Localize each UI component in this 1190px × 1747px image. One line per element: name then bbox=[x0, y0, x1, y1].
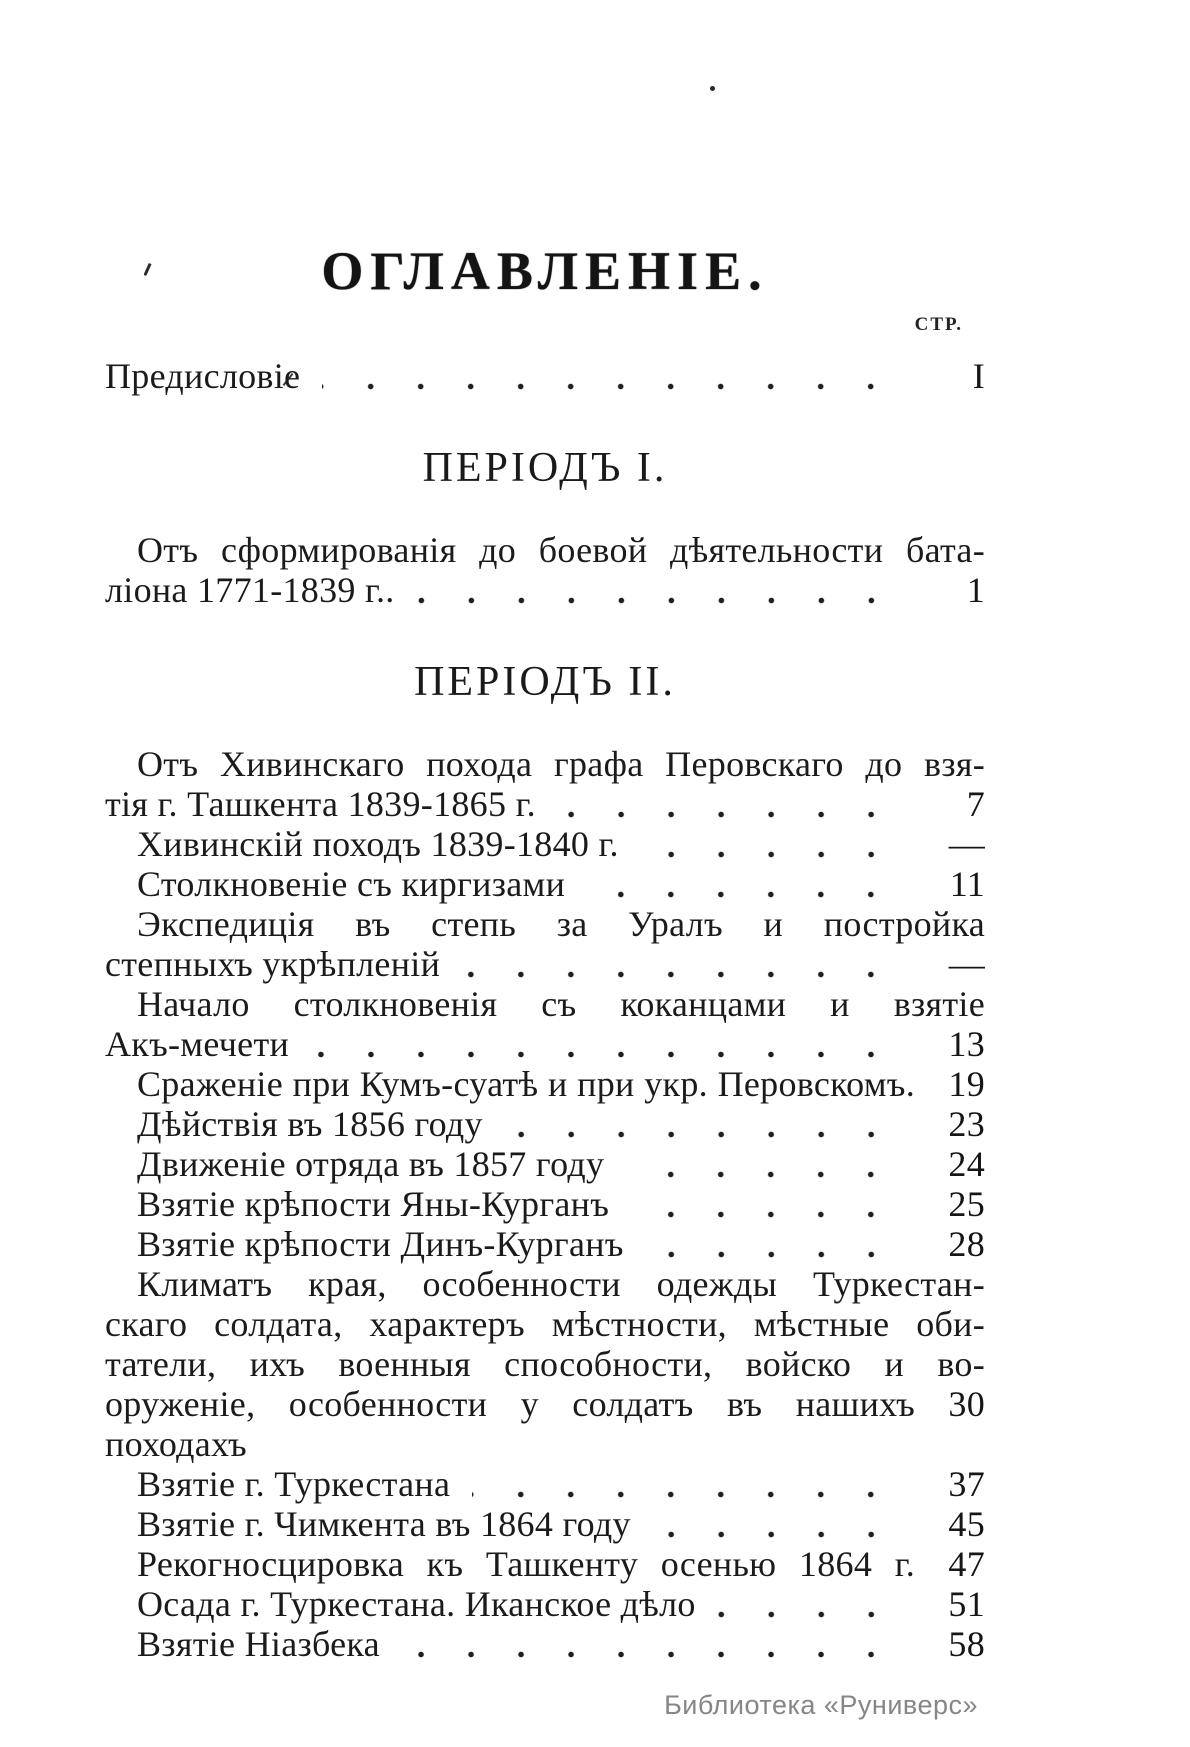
page-number: 19 bbox=[948, 1064, 985, 1105]
dot-leader bbox=[626, 1170, 917, 1179]
toc-entry-text: Хивинскій походъ 1839-1840 г. bbox=[137, 824, 619, 865]
toc-entry-text: Климатъ края, особенности одежды Туркестан- bbox=[137, 1264, 985, 1305]
period-heading: ПЕРІОДЪ II. bbox=[414, 659, 676, 706]
page-number: I bbox=[972, 356, 985, 396]
toc-entry bbox=[105, 1184, 985, 1224]
toc-entry-text: Отъ сформированія до боевой дѣятельности бата- bbox=[137, 530, 985, 571]
page-number: — bbox=[948, 944, 985, 985]
library-watermark: Библиотека «Руниверс» bbox=[664, 1690, 978, 1720]
page-number: 11 bbox=[949, 864, 985, 905]
period-heading: ПЕРІОДЪ I. bbox=[422, 445, 668, 491]
toc-entry bbox=[105, 1144, 985, 1184]
toc-entry-text: Рекогносцировка къ Ташкенту осенью 1864 г. bbox=[137, 1544, 915, 1585]
dot-leader bbox=[462, 970, 917, 979]
toc-entry-text: Взятіе г. Чимкента въ 1864 году bbox=[137, 1504, 631, 1545]
dot-leader bbox=[587, 890, 917, 899]
toc-entry bbox=[105, 1584, 985, 1624]
dot-leader bbox=[653, 1530, 917, 1539]
toc-entry-text: Начало столкновенія съ коканцами и взятіе bbox=[137, 984, 985, 1025]
page-number: — bbox=[948, 824, 985, 865]
page-title: ОГЛАВЛЕНІЕ. bbox=[321, 241, 769, 301]
toc-entry bbox=[105, 1384, 985, 1464]
toc-entry-text: Столкновеніе съ киргизами bbox=[137, 864, 566, 905]
page-number: 13 bbox=[948, 1024, 985, 1065]
dot-leader bbox=[631, 1210, 917, 1219]
page-number: 58 bbox=[948, 1624, 985, 1665]
toc-entry bbox=[105, 530, 985, 570]
page-number: 47 bbox=[948, 1544, 985, 1585]
toc-entry-text: Осада г. Туркестана. Иканское дѣло bbox=[137, 1584, 696, 1625]
page-number: 45 bbox=[948, 1504, 985, 1545]
toc-entry bbox=[105, 1024, 985, 1064]
toc-entry bbox=[105, 1624, 985, 1664]
toc-entry bbox=[105, 356, 985, 396]
toc bbox=[105, 356, 985, 1664]
toc-entry-text: Экспедиція въ степь за Уралъ и постройка bbox=[137, 904, 985, 945]
dot-leader bbox=[646, 1250, 917, 1259]
toc-entry-text: оруженіе, особенности у солдатъ въ нашихъ походахъ bbox=[105, 1384, 925, 1465]
dot-leader bbox=[402, 1650, 917, 1659]
toc-entry bbox=[105, 1544, 985, 1584]
dot-leader bbox=[505, 1130, 917, 1139]
page-number: 7 bbox=[966, 784, 985, 825]
page-number: 25 bbox=[948, 1184, 985, 1225]
toc-entry-text: Дѣйствія въ 1856 году bbox=[137, 1104, 483, 1145]
toc-entry-text: Предисловіе bbox=[105, 356, 301, 396]
dot-leader bbox=[311, 1050, 917, 1059]
toc-entry bbox=[105, 984, 985, 1024]
dot-leader bbox=[472, 1490, 917, 1499]
toc-entry bbox=[105, 1464, 985, 1504]
toc-entry-text: Взятіе крѣпости Яны-Курганъ bbox=[137, 1184, 610, 1225]
dot-leader bbox=[641, 850, 917, 859]
toc-entry-text: Взятіе крѣпости Динъ-Курганъ bbox=[137, 1224, 624, 1265]
toc-entry-text: степныхъ укрѣпленій bbox=[105, 944, 441, 985]
dot-leader bbox=[417, 596, 917, 605]
page-number: 24 bbox=[948, 1144, 985, 1185]
toc-entry-text: Взятіе Ніазбека bbox=[137, 1624, 380, 1665]
toc-entry bbox=[105, 1064, 985, 1104]
toc-entry bbox=[105, 904, 985, 944]
page-number: 1 bbox=[966, 570, 985, 611]
page-column-header: СТР. bbox=[914, 314, 963, 335]
toc-entry bbox=[105, 1104, 985, 1144]
toc-entry-text: скаго солдата, характеръ мѣстности, мѣстные оби- bbox=[105, 1304, 985, 1345]
toc-section-rows bbox=[105, 744, 985, 1664]
page-number: 23 bbox=[948, 1104, 985, 1145]
toc-entry bbox=[105, 1224, 985, 1264]
page-content bbox=[105, 0, 985, 1664]
toc-entry-text: Акъ-мечети bbox=[105, 1024, 290, 1065]
toc-section-rows bbox=[105, 530, 985, 610]
page-number: 51 bbox=[948, 1584, 985, 1625]
toc-entry bbox=[105, 1264, 985, 1304]
toc-entry-text: ліона 1771-1839 г.. bbox=[105, 570, 395, 611]
toc-entry bbox=[105, 1344, 985, 1384]
page-number: 30 bbox=[948, 1384, 985, 1425]
toc-entry bbox=[105, 824, 985, 864]
toc-entry bbox=[105, 1304, 985, 1344]
toc-entry bbox=[105, 744, 985, 784]
toc-entry bbox=[105, 864, 985, 904]
dot-leader bbox=[322, 382, 917, 391]
toc-entry bbox=[105, 784, 985, 824]
toc-entry-text: Движеніе отряда въ 1857 году bbox=[137, 1144, 605, 1185]
toc-entry bbox=[105, 944, 985, 984]
toc-entry-text: Отъ Хивинскаго похода графа Перовскаго до взя- bbox=[137, 744, 985, 785]
toc-entry-text: тія г. Ташкента 1839-1865 г. bbox=[105, 784, 536, 825]
toc-entry-text: татели, ихъ военныя способности, войско и во- bbox=[105, 1344, 985, 1385]
toc-entry-text: Сраженіе при Кумъ-суатѣ и при укр. Перовскомъ. bbox=[137, 1064, 915, 1105]
toc-entry-text: Взятіе г. Туркестана bbox=[137, 1464, 451, 1505]
toc-entry bbox=[105, 1504, 985, 1544]
page-number: 37 bbox=[948, 1464, 985, 1505]
dot-leader bbox=[718, 1610, 917, 1619]
page-number: 28 bbox=[948, 1224, 985, 1265]
dot-leader bbox=[558, 810, 917, 819]
toc-entry bbox=[105, 570, 985, 610]
toc-section-rows bbox=[105, 356, 985, 396]
